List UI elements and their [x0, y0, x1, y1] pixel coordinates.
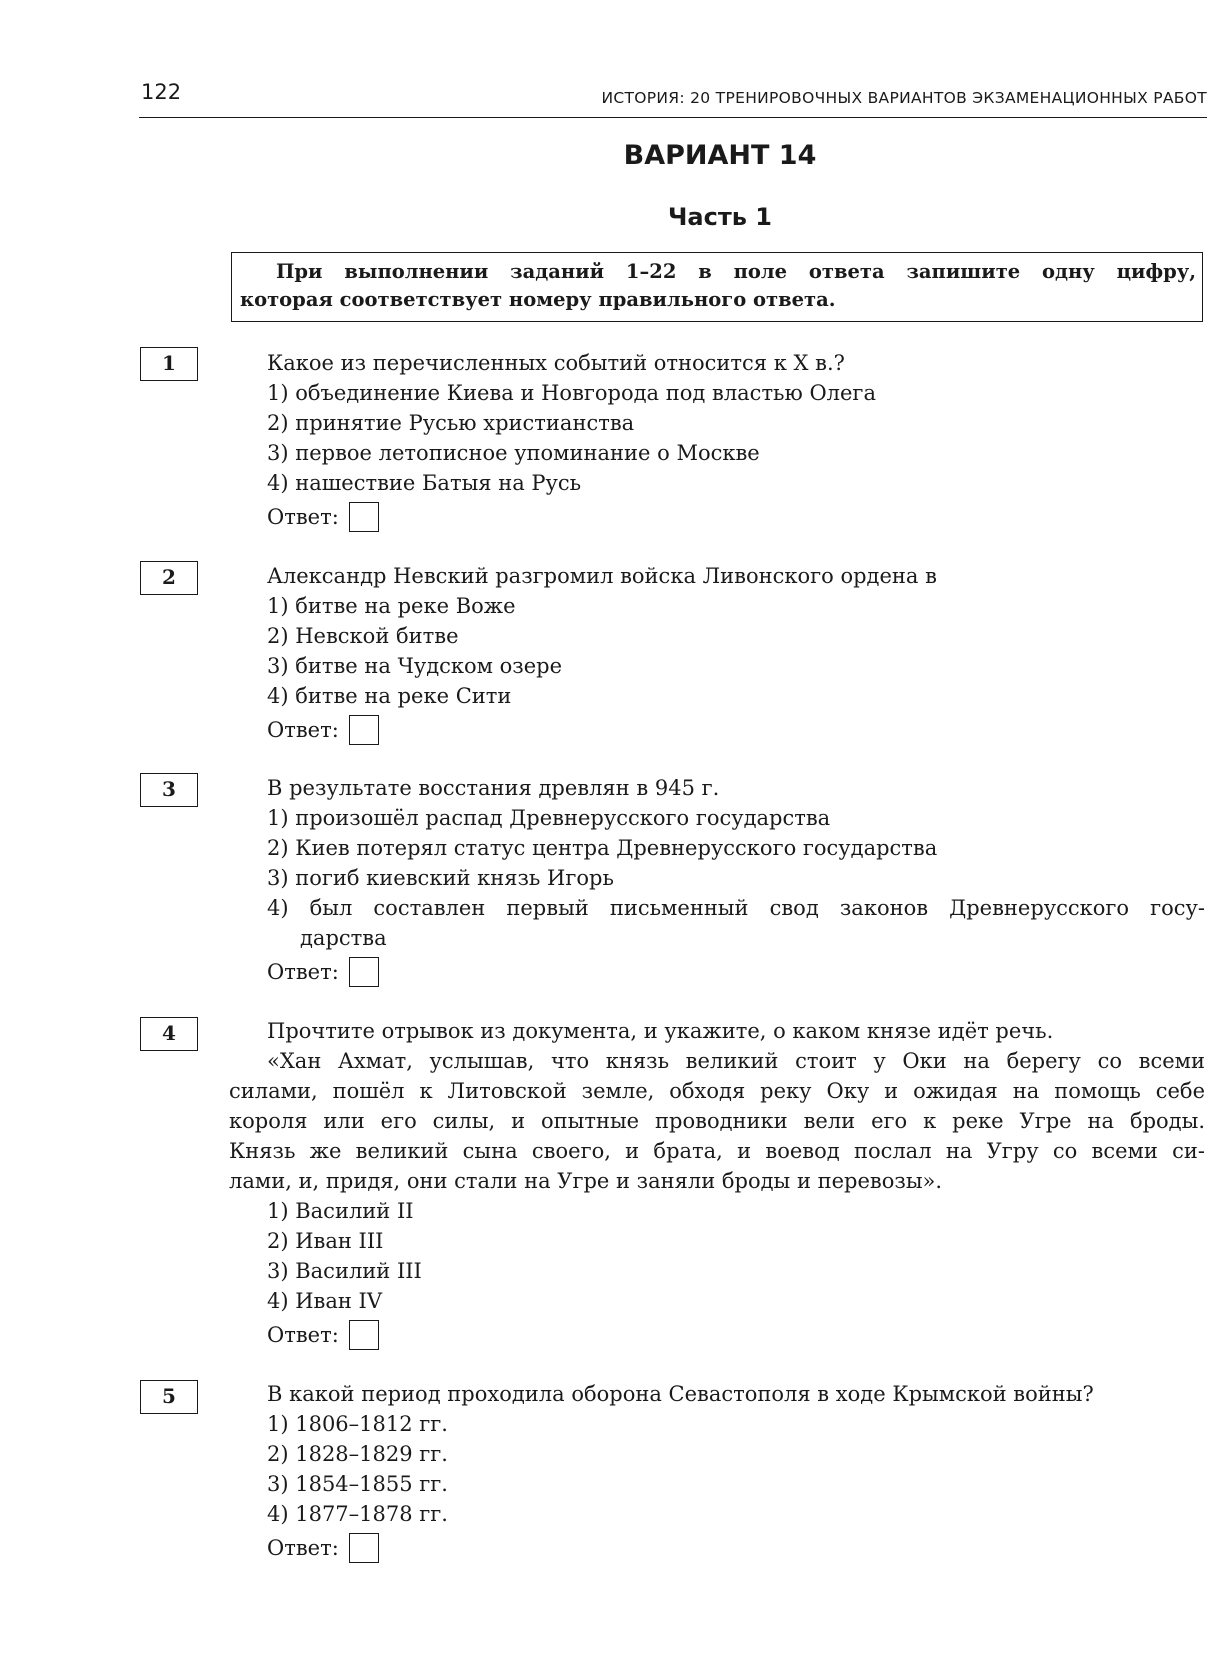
question-3 [267, 773, 1205, 987]
option-2: 2) принятие Русью христианства [267, 411, 635, 435]
question-text: Какое из перечисленных событий относится к X в.? [267, 351, 845, 375]
question-number-1: 1 [140, 347, 198, 381]
question-text: Прочтите отрывок из документа, и укажите, о каком князе идёт речь. [267, 1019, 1054, 1043]
option-1: 1) Василий II [267, 1199, 414, 1223]
answer-label: Ответ: [267, 1323, 339, 1347]
instruction-line-2: которая соответствует номеру правильного ответа. [240, 288, 836, 311]
running-head: ИСТОРИЯ: 20 ТРЕНИРОВОЧНЫХ ВАРИАНТОВ ЭКЗАМЕНАЦИОННЫХ РАБОТ [601, 89, 1207, 107]
answer-row [267, 1533, 1205, 1563]
option-2: 2) Иван III [267, 1229, 384, 1253]
question-number-3: 3 [140, 773, 198, 807]
answer-label: Ответ: [267, 718, 339, 742]
part-title: Часть 1 [668, 203, 772, 231]
option-2: 2) Киев потерял статус центра Древнерусского государства [267, 836, 938, 860]
question-number-2: 2 [140, 561, 198, 595]
option-3: 3) погиб киевский князь Игорь [267, 866, 614, 890]
answer-box[interactable] [349, 502, 379, 532]
option-4: 4) Иван IV [267, 1289, 383, 1313]
question-4-options [267, 1196, 1205, 1350]
page-number: 122 [141, 80, 182, 104]
excerpt-line-5: лами, и, придя, они стали на Угре и заняли броды и перевозы». [229, 1169, 943, 1193]
document-excerpt [229, 1046, 1205, 1196]
option-1: 1) объединение Киева и Новгорода под властью Олега [267, 381, 876, 405]
answer-label: Ответ: [267, 1536, 339, 1560]
variant-title: ВАРИАНТ 14 [623, 140, 817, 171]
answer-box[interactable] [349, 957, 379, 987]
answer-label: Ответ: [267, 960, 339, 984]
answer-row [267, 502, 1205, 532]
option-4: 4) был составлен первый письменный свод законов Древнерусского госу- [267, 896, 1205, 920]
option-1: 1) 1806–1812 гг. [267, 1412, 448, 1436]
answer-row [267, 715, 1205, 745]
option-3: 3) 1854–1855 гг. [267, 1472, 448, 1496]
question-1 [267, 348, 1205, 532]
header-divider [139, 117, 1207, 118]
instruction-box [231, 252, 1203, 322]
excerpt-line-4: Князь же великий сына своего, и брата, и воевод послал на Угру со всеми си- [229, 1139, 1205, 1163]
question-5 [267, 1379, 1205, 1563]
excerpt-line-2: силами, пошёл к Литовской земле, обходя реку Оку и ожидая на помощь себе [229, 1079, 1205, 1103]
answer-box[interactable] [349, 715, 379, 745]
question-2 [267, 561, 1205, 745]
option-4: 4) нашествие Батыя на Русь [267, 471, 582, 495]
excerpt-line-3: короля или его силы, и опытные проводники вели его к реке Угре на броды. [229, 1109, 1205, 1133]
answer-label: Ответ: [267, 505, 339, 529]
excerpt-line-1: «Хан Ахмат, услышав, что князь великий стоит у Оки на берегу со всеми [267, 1049, 1205, 1073]
question-4-prompt [267, 1016, 1205, 1046]
answer-box[interactable] [349, 1320, 379, 1350]
option-1: 1) произошёл распад Древнерусского государства [267, 806, 831, 830]
question-number-5: 5 [140, 1380, 198, 1414]
option-1: 1) битве на реке Воже [267, 594, 516, 618]
answer-row [267, 1320, 1205, 1350]
option-4: 4) битве на реке Сити [267, 684, 512, 708]
question-number-4: 4 [140, 1017, 198, 1051]
answer-box[interactable] [349, 1533, 379, 1563]
instruction-line-1: При выполнении заданий 1–22 в поле ответа запишите одну цифру, [276, 260, 1196, 283]
answer-row [267, 957, 1205, 987]
question-text: В какой период проходила оборона Севастополя в ходе Крымской войны? [267, 1382, 1094, 1406]
question-text: Александр Невский разгромил войска Ливонского ордена в [267, 564, 937, 588]
question-text: В результате восстания древлян в 945 г. [267, 776, 720, 800]
option-4: 4) 1877–1878 гг. [267, 1502, 448, 1526]
option-3: 3) битве на Чудском озере [267, 654, 563, 678]
option-2: 2) 1828–1829 гг. [267, 1442, 448, 1466]
option-3: 3) первое летописное упоминание о Москве [267, 441, 760, 465]
option-3: 3) Василий III [267, 1259, 422, 1283]
option-2: 2) Невской битве [267, 624, 459, 648]
option-4-continuation: дарства [300, 926, 387, 950]
